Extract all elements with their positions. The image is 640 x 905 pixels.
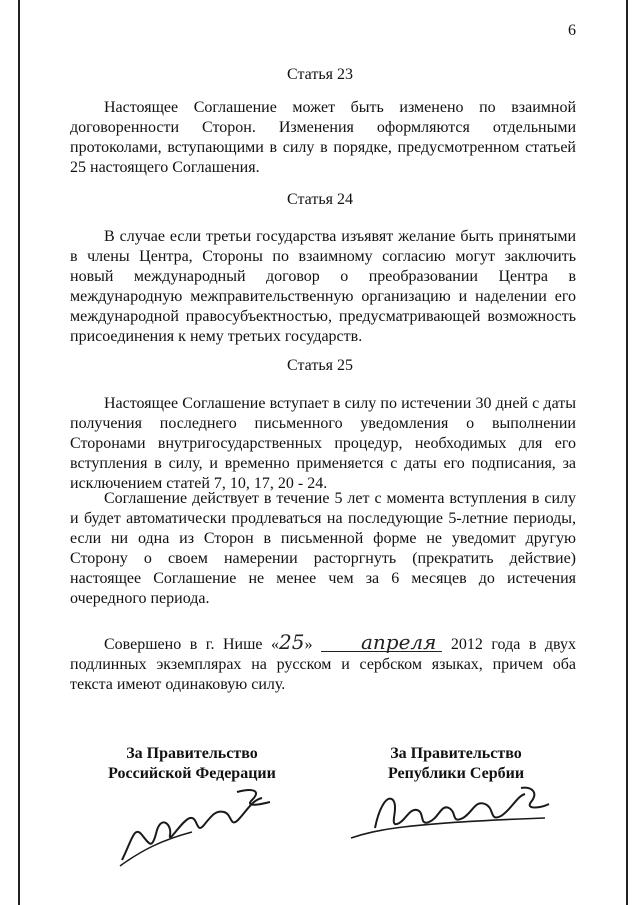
signatory-serbia-line2: Републики Сербии (387, 765, 525, 782)
article-24-paragraph-1: В случае если третьи государства изъявят желание быть принятыми в члены Центра, Стороны по взаимному согласию могут заключить новый международный договор о преобразовании Центра в международную межправительственную организацию и наделении его международной правосубъектностью, предусматривающей возможность присоединения к нему третьих государств. (70, 228, 576, 345)
article-25-title: Статья 25 (287, 357, 353, 374)
closing-suffix: 2012 года в двух подлинных экземплярах на русском и сербском языках, причем оба текста имеют одинаковую силу. (70, 636, 577, 693)
handwritten-day: 25 (279, 630, 305, 654)
closing-prefix: Совершено в г. Нише « (104, 636, 280, 653)
page-border-right (626, 0, 628, 905)
article-23-title: Статья 23 (287, 66, 353, 83)
signatory-russia-line2: Российской Федерации (108, 765, 276, 782)
article-25-paragraph-2: Соглашение действует в течение 5 лет с момента вступления в силу и будет автоматически продлеваться на последующие 5-летние периоды, если ни одна из Сторон в письменной форме не уведомит другую Сторону о своем намерении расторгнуть (прекратить действие) настоящее Соглашение не менее чем за 6 месяцев до истечения очередного периода. (70, 490, 576, 607)
signatory-serbia-line1: За Правительство (390, 745, 522, 762)
signature-russia (112, 780, 282, 870)
article-23-paragraph-1: Настоящее Соглашение может быть изменено по взаимной договоренности Сторон. Изменения оформляются отдельными протоколами, вступающими в силу в порядке, предусмотренном статьей 25 настоящего Соглашения. (70, 99, 576, 176)
signature-serbia (345, 778, 555, 848)
handwritten-month: апреля (321, 633, 442, 652)
page-number: 6 (568, 22, 576, 39)
closing-middle: » (304, 636, 313, 653)
closing-paragraph (70, 632, 576, 695)
page-border-left (18, 0, 20, 905)
signatory-russia-line1: За Правительство (126, 745, 258, 762)
article-24-title: Статья 24 (287, 191, 353, 208)
article-25-paragraph-1: Настоящее Соглашение вступает в силу по истечении 30 дней с даты получения последнего письменного уведомления о выполнении Сторонами внутригосударственных процедур, необходимых для его вступления в силу, и временно применяется с даты его подписания, за исключением статей 7, 10, 17, 20 - 24. (70, 395, 576, 492)
signatory-russia (92, 744, 292, 784)
